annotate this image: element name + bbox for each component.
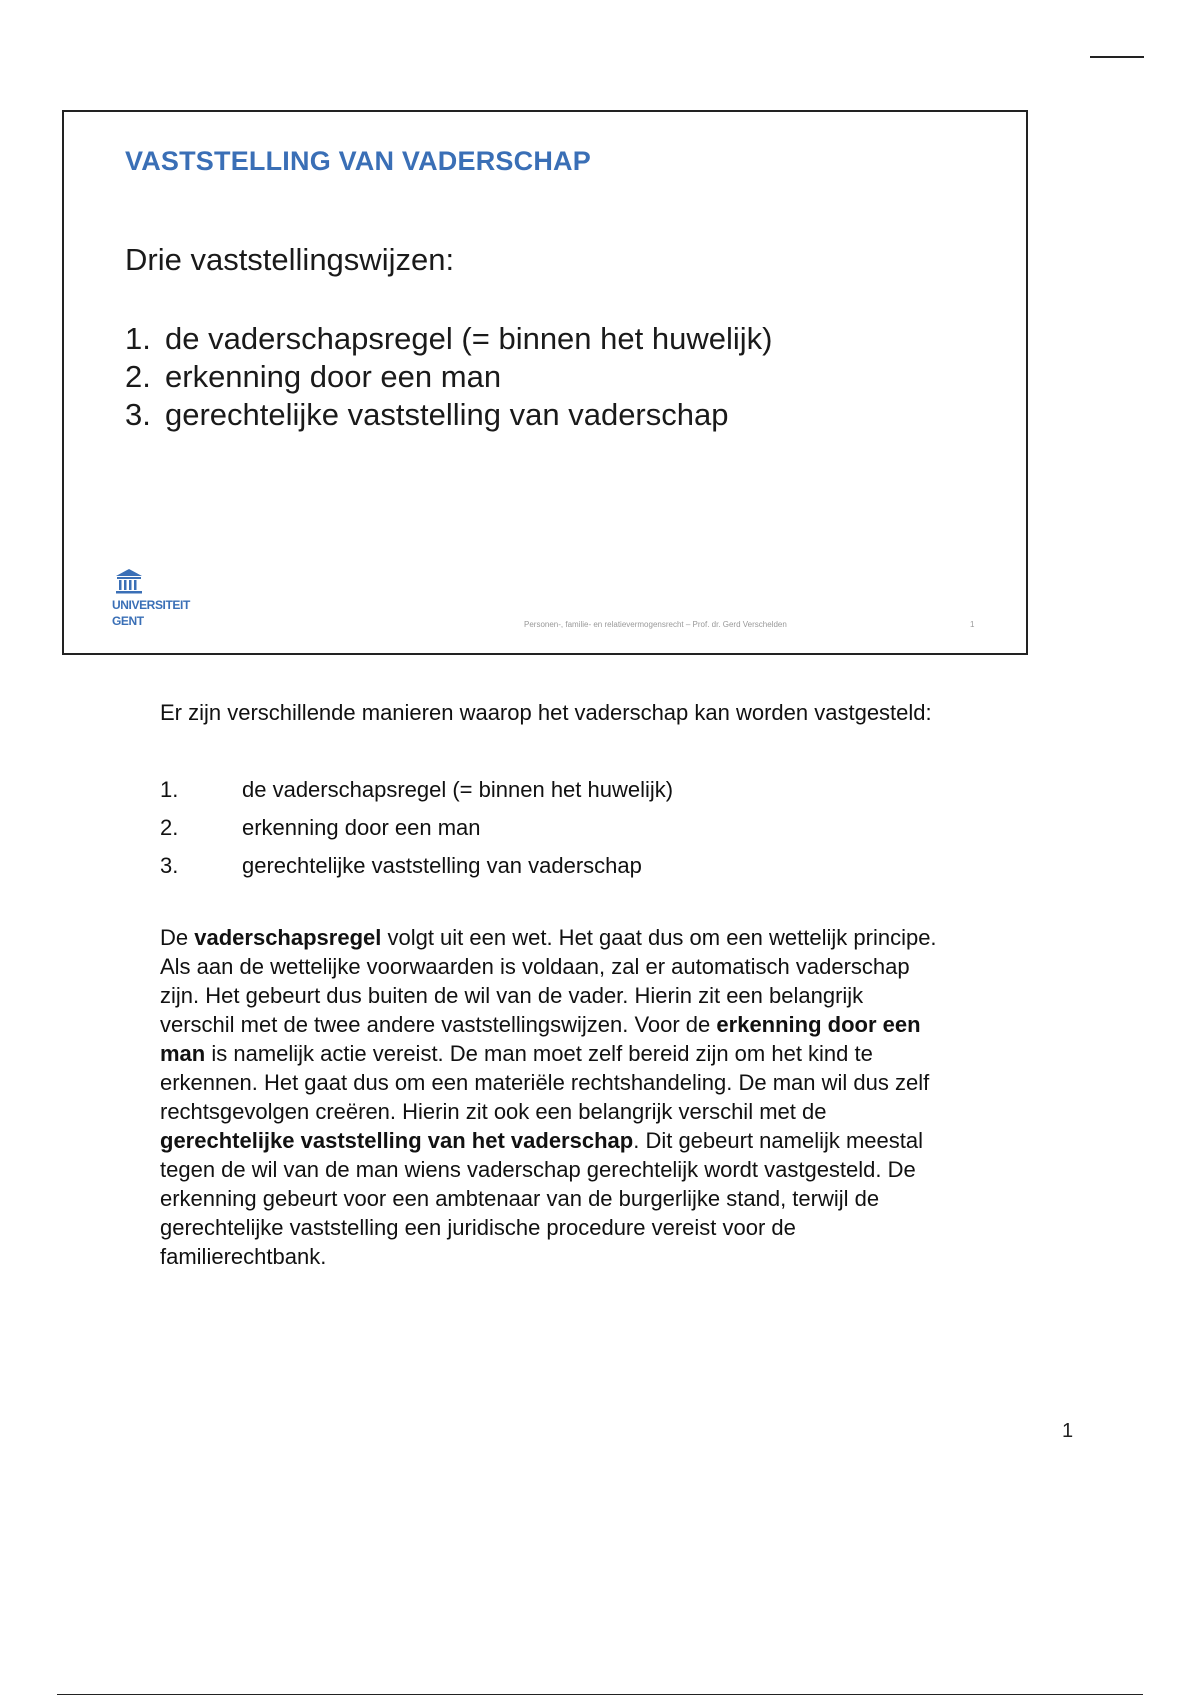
slide-list-text: erkenning door een man <box>165 359 502 394</box>
list-number: 3. <box>160 853 179 878</box>
body-text: is namelijk actie vereist. De man moet zelf bereid zijn om het kind te erkennen. Het gaat dus om een materiële rechtshandeling. De man wil dus zelf rechtsgevolgen creëren. Hierin zit ook een belangrijk verschil met de <box>160 1041 930 1124</box>
list-text: de vaderschapsregel (= binnen het huwelijk) <box>242 777 674 802</box>
slide-list-number: 1. <box>125 321 151 356</box>
slide-frame <box>62 110 1028 655</box>
list-item <box>160 777 940 803</box>
slide-list-item <box>125 358 772 396</box>
slide-list-item <box>125 396 772 434</box>
slide-list-text: de vaderschapsregel (= binnen het huwelijk) <box>165 321 773 356</box>
slide-list <box>125 320 772 434</box>
list-text: erkenning door een man <box>242 815 481 840</box>
body-bold-term: gerechtelijke vaststelling van het vaderschap <box>160 1128 634 1153</box>
notes-body <box>160 923 940 1271</box>
list-number: 2. <box>160 815 179 840</box>
slide-list-number: 3. <box>125 397 151 432</box>
slide-title: VASTSTELLING VAN VADERSCHAP <box>125 146 591 176</box>
notes-content <box>160 698 940 1271</box>
header-rule <box>1090 56 1144 58</box>
list-number: 1. <box>160 777 179 802</box>
logo-text-gent: GENT <box>112 614 144 628</box>
slide-list-text: gerechtelijke vaststelling van vaderschap <box>165 397 729 432</box>
slide-footer: Personen-, familie- en relatievermogensrecht – Prof. dr. Gerd Verschelden <box>524 620 787 629</box>
body-text: . Dit gebeurt namelijk meestal tegen de wil van de man wiens vaderschap gerechtelijk wordt vastgesteld. De erkenning gebeurt voor een ambtenaar van de burgerlijke stand, terwijl de gerechtelijke vaststelling een juridische procedure vereist voor de familierechtbank. <box>160 1128 924 1269</box>
notes-intro: Er zijn verschillende manieren waarop het vaderschap kan worden vastgesteld: <box>160 700 932 725</box>
body-bold-term: vaderschapsregel <box>194 925 382 950</box>
body-text: volgt uit een wet. Het gaat dus om een wettelijk principe. Als aan de wettelijke voorwaarden is voldaan, zal er automatisch vaderschap zijn. Het gebeurt dus buiten de wil van de vader. Hierin zit een belangrijk verschil met de twee andere vaststellingswijzen. Voor de <box>160 925 937 1037</box>
logo-text-university: UNIVERSITEIT <box>112 598 190 612</box>
notes-list <box>160 777 940 879</box>
body-text: De <box>160 925 195 950</box>
footer-rule <box>57 1694 1143 1695</box>
university-logo <box>112 568 202 628</box>
list-item <box>160 853 940 879</box>
slide-intro: Drie vaststellingswijzen: <box>125 242 455 277</box>
list-item <box>160 815 940 841</box>
university-building-icon <box>114 568 144 596</box>
slide-number: 1 <box>970 620 975 629</box>
slide-list-number: 2. <box>125 359 151 394</box>
slide-list-item <box>125 320 772 358</box>
body-bold-term: erkenning door een man <box>160 1012 921 1066</box>
list-text: gerechtelijke vaststelling van vaderschap <box>242 853 642 878</box>
page-number: 1 <box>1062 1420 1074 1442</box>
